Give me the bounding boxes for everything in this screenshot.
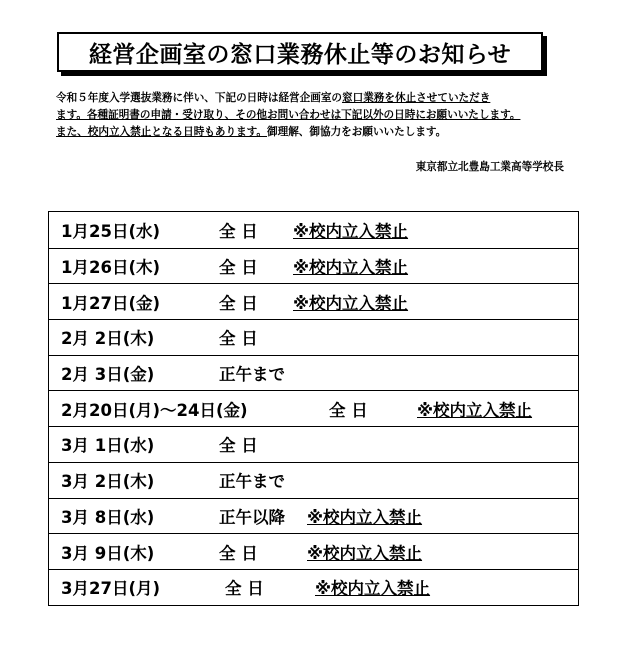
schedule-date: 1月27日(金) (61, 293, 161, 313)
schedule-row (49, 212, 578, 248)
schedule-date: 1月26日(木) (61, 258, 161, 278)
schedule-row (49, 569, 578, 605)
schedule-time: 全 日 (225, 579, 264, 599)
notice-underlined-text: 窓口業務を休止させていただき (342, 92, 491, 104)
notice-line-2: ます。各種証明書の申請・受け取り、その他お問い合わせは下記以外の日時にお願いいたします。 (56, 109, 521, 121)
schedule-row (49, 462, 578, 498)
schedule-note: ※校内立入禁止 (293, 221, 409, 241)
schedule-row (49, 426, 578, 462)
schedule-time: 全 日 (219, 258, 258, 278)
schedule-time: 正午以降 (219, 507, 285, 527)
schedule-date: 3月 1日(水) (61, 436, 155, 456)
schedule-date: 3月 9日(木) (61, 543, 155, 563)
schedule-date: 2月 3日(金) (61, 365, 155, 385)
schedule-row (49, 390, 578, 426)
notice-line-1 (56, 90, 586, 107)
schedule-note: ※校内立入禁止 (417, 400, 533, 420)
schedule-time: 全 日 (219, 293, 258, 313)
schedule-date: 3月 2日(木) (61, 472, 155, 492)
notice-paragraph (56, 90, 586, 141)
notice-text: 御理解、御協力をお願いいたします。 (267, 126, 447, 138)
schedule-date: 2月20日(月)～24日(金) (61, 400, 248, 420)
schedule-note: ※校内立入禁止 (293, 293, 409, 313)
schedule-row (49, 355, 578, 391)
schedule-time: 正午まで (219, 472, 285, 492)
schedule-row (49, 498, 578, 534)
schedule-time: 全 日 (329, 400, 368, 420)
schedule-time: 全 日 (219, 543, 258, 563)
schedule-date: 1月25日(水) (61, 221, 161, 241)
schedule-time: 正午まで (219, 365, 285, 385)
schedule-note: ※校内立入禁止 (307, 543, 423, 563)
schedule-time: 全 日 (219, 221, 258, 241)
schedule-row (49, 319, 578, 355)
schedule-time: 全 日 (219, 329, 258, 349)
notice-text: 令和５年度入学選抜業務に伴い、下記の日時は経営企画室の (56, 92, 343, 104)
page-title: 経営企画室の窓口業務休止等のお知らせ (88, 41, 512, 68)
schedule-row (49, 283, 578, 319)
title-box (57, 32, 543, 72)
schedule-date: 2月 2日(木) (61, 329, 155, 349)
schedule-row (49, 533, 578, 569)
schedule-note: ※校内立入禁止 (293, 258, 409, 278)
notice-underlined-text: また、校内立入禁止となる日時もあります。 (56, 126, 268, 138)
schedule-note: ※校内立入禁止 (307, 507, 423, 527)
schedule-time: 全 日 (219, 436, 258, 456)
notice-line-3 (56, 124, 586, 141)
schedule-table (48, 211, 579, 606)
schedule-date: 3月27日(月) (61, 579, 161, 599)
schedule-row (49, 248, 578, 284)
signature: 東京都立北豊島工業高等学校長 (415, 161, 564, 173)
schedule-note: ※校内立入禁止 (315, 579, 431, 599)
schedule-date: 3月 8日(水) (61, 507, 155, 527)
